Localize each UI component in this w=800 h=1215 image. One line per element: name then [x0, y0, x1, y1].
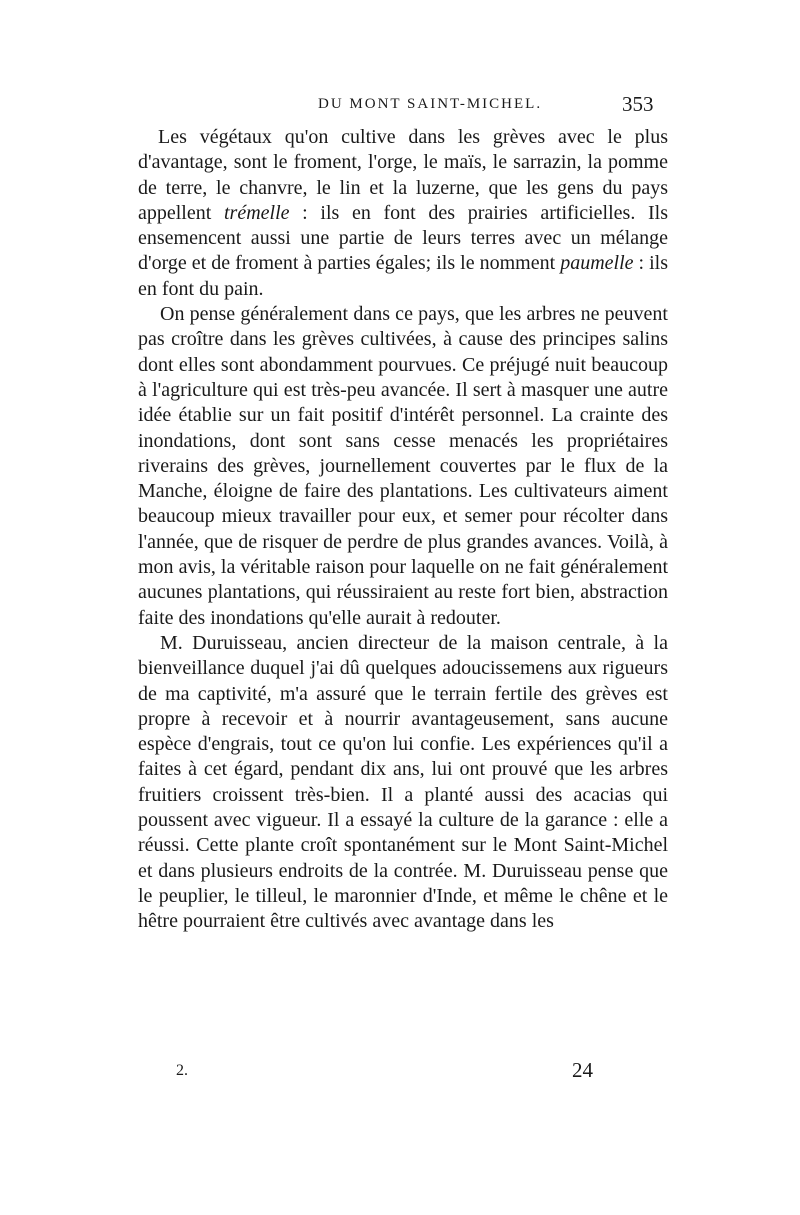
paragraph-1-part-c: : ils en font du pain.: [138, 252, 668, 300]
term-paumelle: paumelle: [560, 252, 634, 275]
running-title: DU MONT SAINT-MICHEL.: [318, 96, 543, 112]
paragraph-3: M. Duruisseau, ancien directeur de la maison centrale, à la bienveillance duquel j'ai dû quelques adoucissemens aux rigueurs de ma captivité, m'a assuré que le terrain fertile des grèves est propre à recevoir et à nourrir avantageusement, sans aucune espèce d'engrais, tout ce qu'on lui confie. Les expériences qu'il a faites à cet égard, pendant dix ans, lui ont prouvé que les arbres fruitiers croissent très-bien. Il a planté aussi des acacias qui poussent avec vigueur. Il a essayé la culture de la garance : elle a réussi. Cette plante croît spontanément sur le Mont Saint-Michel et dans plusieurs endroits de la contrée. M. Duruisseau pense que le peuplier, le tilleul, le maronnier d'Inde, et même le chêne et le hêtre pourraient être cultivés avec avantage dans les: [138, 631, 668, 933]
paragraph-1-part-b: : ils en font des prairies artificielles. Ils ensemencent aussi une partie de leurs terres avec un mélange d'orge et de froment à parties égales; ils le nomment: [138, 201, 668, 275]
paragraph-1: [138, 125, 668, 302]
term-tremelle: trémelle: [223, 201, 290, 224]
paragraph-1-part-a: Les végétaux qu'on cultive dans les grèves avec le plus d'avantage, sont le froment, l'orge, le maïs, le sarrazin, la pomme de terre, le chanvre, le lin et la luzerne, que les gens du pays appellent: [138, 126, 668, 224]
signature-mark: 2.: [176, 1062, 188, 1079]
page-number: 353: [622, 92, 654, 116]
paragraph-2: On pense généralement dans ce pays, que les arbres ne peuvent pas croître dans les grèves cultivées, à cause des principes salins dont elles sont abondamment pourvues. Ce préjugé nuit beaucoup à l'agriculture qui est très-peu avancée. Il sert à masquer une autre idée établie sur un fait positif d'intérêt personnel. La crainte des inondations, dont sont sans cesse menacés les propriétaires riverains des grèves, journellement couvertes par le flux de la Manche, éloigne de faire des plantations. Les cultivateurs aiment beaucoup mieux travailler pour eux, et semer pour récolter dans l'année, que de risquer de perdre de plus grandes avances. Voilà, à mon avis, la véritable raison pour laquelle on ne fait généralement aucunes plantations, qui réussiraient au reste fort bien, abstraction faite des inondations qu'elle aurait à redouter.: [138, 303, 668, 629]
catchword: 24: [572, 1058, 593, 1082]
body-text: [138, 125, 668, 935]
